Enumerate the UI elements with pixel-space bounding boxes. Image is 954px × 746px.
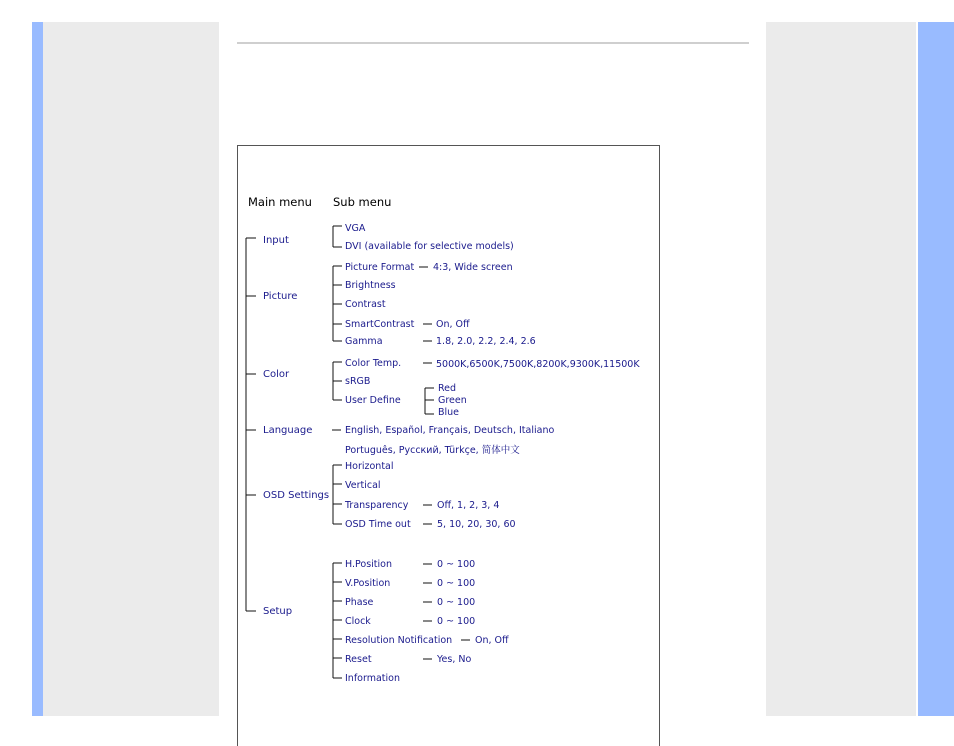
value-picture-format: 4:3, Wide screen [433,262,513,273]
osd-menu-diagram [237,145,660,746]
sub-item-phase: Phase [345,597,374,608]
value-transparency: Off, 1, 2, 3, 4 [437,500,500,511]
value-v-position: 0 ~ 100 [437,578,476,589]
value-phase: 0 ~ 100 [437,597,476,608]
main-item-setup: Setup [263,606,293,617]
value-h-position: 0 ~ 100 [437,559,476,570]
sub-item-picture-format: Picture Format [345,262,415,273]
sub-item-osd-time-out: OSD Time out [345,519,411,530]
main-item-language: Language [263,425,313,436]
osd-menu-tree [238,146,659,738]
main-item-picture: Picture [263,291,298,302]
sub-item-v-position: V.Position [345,578,391,589]
option-red: Red [438,383,457,394]
sub-item-gamma: Gamma [345,336,383,347]
left-accent-stripe [32,22,43,716]
main-item-osd-settings: OSD Settings [263,490,330,501]
value-osd-time-out: 5, 10, 20, 30, 60 [437,519,516,530]
sub-item-contrast: Contrast [345,299,386,310]
value-languages-line1: English, Español, Français, Deutsch, Italiano [345,425,555,436]
right-accent-stripe [918,22,954,716]
main-menu-header: Main menu [248,195,312,209]
sub-item-color-temp: Color Temp. [345,358,402,369]
main-item-input: Input [263,235,289,246]
option-green: Green [438,395,467,406]
sub-item-srgb: sRGB [345,376,371,387]
sub-item-clock: Clock [345,616,371,627]
sub-item-h-position: H.Position [345,559,392,570]
value-resolution-notification: On, Off [475,635,509,646]
value-color-temp: 5000K,6500K,7500K,8200K,9300K,11500K [436,359,640,370]
horizontal-divider [237,42,749,44]
sub-menu-header: Sub menu [333,195,392,209]
sub-item-user-define: User Define [345,395,401,406]
sub-item-vertical: Vertical [345,480,381,491]
sub-item-dvi: DVI (available for selective models) [345,241,514,252]
sub-item-reset: Reset [345,654,372,665]
sub-item-resolution-notification: Resolution Notification [345,635,453,646]
sub-item-horizontal: Horizontal [345,461,394,472]
value-clock: 0 ~ 100 [437,616,476,627]
value-languages-line2: Português, Русский, Türkçe, 简体中文 [345,445,520,456]
value-gamma: 1.8, 2.0, 2.2, 2.4, 2.6 [436,336,536,347]
sub-item-smartcontrast: SmartContrast [345,319,415,330]
option-blue: Blue [438,407,460,418]
sub-item-brightness: Brightness [345,280,396,291]
main-item-color: Color [263,369,290,380]
value-smartcontrast: On, Off [436,319,470,330]
value-reset: Yes, No [437,654,472,665]
sub-item-vga: VGA [345,223,366,234]
left-side-panel [43,22,219,716]
sub-item-information: Information [345,673,400,684]
right-side-panel [766,22,916,716]
sub-item-transparency: Transparency [345,500,409,511]
